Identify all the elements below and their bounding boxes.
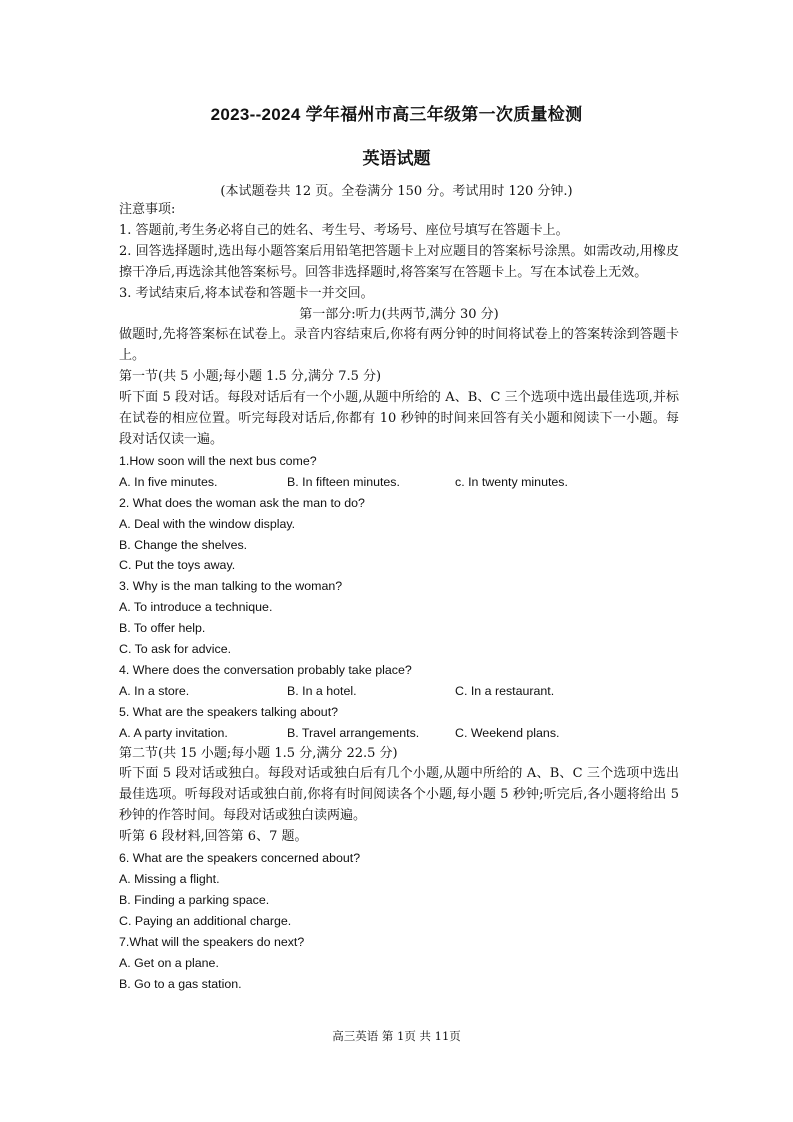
option-c: C. Weekend plans. bbox=[455, 725, 560, 740]
options-row bbox=[119, 681, 679, 702]
question-6: 6. What are the speakers concerned about? bbox=[119, 851, 361, 866]
question-4: 4. Where does the conversation probably take place? bbox=[119, 662, 412, 677]
part1-heading: 第一部分:听力(共两节,满分 30 分) bbox=[299, 306, 499, 322]
option-a: A. Missing a flight. bbox=[119, 872, 220, 886]
question-1: 1.How soon will the next bus come? bbox=[119, 453, 317, 468]
options-row bbox=[119, 723, 679, 744]
section1-heading: 第一节(共 5 小题;每小题 1.5 分,满分 7.5 分) bbox=[119, 369, 382, 385]
note-item: 1. 答题前,考生务必将自己的姓名、考生号、考场号、座位号填写在答题卡上。 bbox=[119, 222, 569, 238]
question-3: 3. Why is the man talking to the woman? bbox=[119, 579, 343, 594]
option-b: B. In fifteen minutes. bbox=[287, 474, 400, 489]
page-footer: 高三英语 第 1页 共 11页 bbox=[332, 1029, 461, 1043]
section1-instruction: 听下面 5 段对话。每段对话后有一个小题,从题中所给的 A、B、C 三个选项中选出最佳选项,并标在试卷的相应位置。听完每段对话后,你都有 10 秒钟的时间来回答有关小题和阅读下一小题。每段对话仅读一遍。 bbox=[119, 390, 679, 447]
option-b: B. Go to a gas station. bbox=[119, 976, 242, 991]
option-a: A. A party invitation. bbox=[119, 725, 228, 740]
option-c: C. Paying an additional charge. bbox=[119, 913, 292, 928]
option-b: B. Change the shelves. bbox=[119, 537, 248, 552]
section2-instruction: 听下面 5 段对话或独白。每段对话或独白后有几个小题,从题中所给的 A、B、C 三个选项中选出最佳选项。听每段对话或独白前,你将有时间阅读各个小题,每小题 5 秒钟;听完后,各小题将给出 5 秒钟的作答时间。每段对话或独白读两遍。 bbox=[119, 766, 679, 824]
notes-heading: 注意事项: bbox=[119, 202, 176, 217]
option-a: A. In a store. bbox=[119, 683, 190, 698]
material-label: 听第 6 段材料,回答第 6、7 题。 bbox=[119, 829, 308, 845]
option-a: A. Deal with the window display. bbox=[119, 516, 296, 531]
option-b: B. Travel arrangements. bbox=[287, 725, 420, 740]
part1-instruction: 做题时,先将答案标在试卷上。录音内容结束后,你将有两分钟的时间将试卷上的答案转涂到答题卡上。 bbox=[119, 327, 679, 364]
option-c: C. In a restaurant. bbox=[455, 683, 555, 698]
subject-title: 英语试题 bbox=[362, 149, 431, 168]
option-a: A. In five minutes. bbox=[119, 474, 218, 489]
section2-heading: 第二节(共 15 小题;每小题 1.5 分,满分 22.5 分) bbox=[119, 745, 398, 761]
options-row bbox=[119, 472, 679, 493]
question-5: 5. What are the speakers talking about? bbox=[119, 704, 339, 719]
question-2: 2. What does the woman ask the man to do? bbox=[119, 495, 365, 510]
option-a: A. Get on a plane. bbox=[119, 955, 219, 970]
option-b: B. To offer help. bbox=[119, 621, 206, 636]
option-c: c. In twenty minutes. bbox=[455, 474, 568, 489]
note-item: 2. 回答选择题时,选出每小题答案后用铅笔把答题卡上对应题目的答案标号涂黑。如需改动,用橡皮擦干净后,再选涂其他答案标号。回答非选择题时,将答案写在答题卡上。写在本试卷上无效。 bbox=[119, 243, 679, 280]
option-b: B. Finding a parking space. bbox=[119, 892, 270, 907]
exam-title: 2023--2024 学年福州市高三年级第一次质量检测 bbox=[210, 105, 583, 124]
option-a: A. To introduce a technique. bbox=[119, 600, 273, 615]
exam-body bbox=[119, 200, 679, 994]
option-c: C. To ask for advice. bbox=[119, 642, 232, 657]
option-c: C. Put the toys away. bbox=[119, 558, 236, 573]
question-7: 7.What will the speakers do next? bbox=[119, 934, 305, 949]
note-item: 3. 考试结束后,将本试卷和答题卡一并交回。 bbox=[119, 285, 374, 301]
exam-info: (本试题卷共 12 页。全卷满分 150 分。考试用时 120 分钟.) bbox=[220, 184, 573, 199]
option-b: B. In a hotel. bbox=[287, 683, 357, 698]
